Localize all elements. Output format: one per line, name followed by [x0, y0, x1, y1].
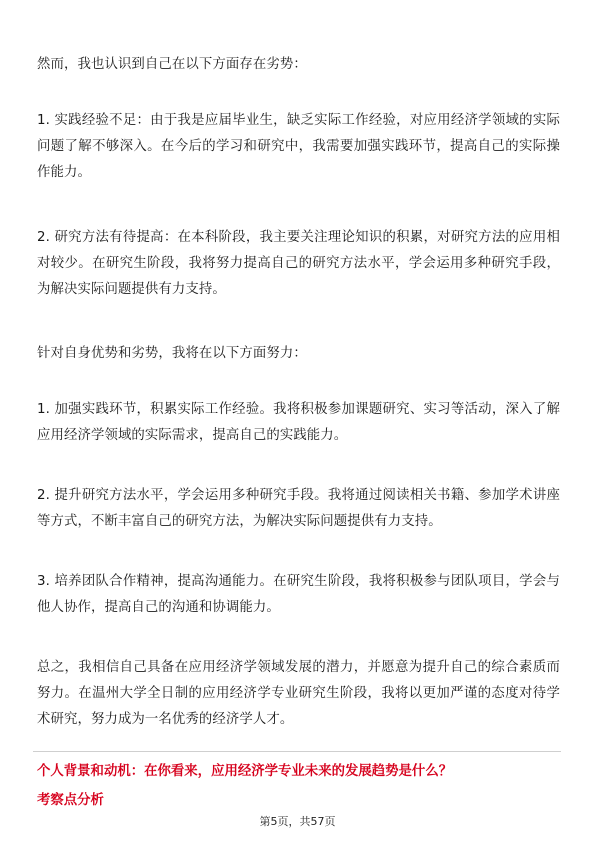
paragraph-plan-3: 3. 培养团队合作精神，提高沟通能力。在研究生阶段，我将积极参与团队项目，学会与他人协作，提高自己的沟通和协调能力。: [37, 574, 560, 615]
interview-question: 个人背景和动机：在你看来，应用经济学专业未来的发展趋势是什么？: [37, 764, 453, 779]
page-footer: 第5页，共57页: [259, 815, 336, 828]
paragraph-conclusion: 总之，我相信自己具备在应用经济学领域发展的潜力，并愿意为提升自己的综合素质而努力。在温州大学全日制的应用经济学专业研究生阶段，我将以更加严谨的态度对待学术研究，努力成为一名优秀的经济学人才。: [37, 660, 560, 727]
section-divider: [33, 751, 561, 752]
paragraph-plan-2: 2. 提升研究方法水平，学会运用多种研究手段。我将通过阅读相关书籍、参加学术讲座等方式，不断丰富自己的研究方法，为解决实际问题提供有力支持。: [37, 488, 560, 529]
paragraph-weakness-1: 1. 实践经验不足：由于我是应届毕业生，缺乏实际工作经验，对应用经济学领域的实际问题了解不够深入。在今后的学习和研究中，我需要加强实践环节，提高自己的实际操作能力。: [37, 113, 560, 180]
paragraph-plan-intro: 针对自身优势和劣势，我将在以下方面努力：: [37, 346, 307, 361]
paragraph-weakness-intro: 然而，我也认识到自己在以下方面存在劣势：: [37, 57, 307, 72]
paragraph-plan-1: 1. 加强实践环节，积累实际工作经验。我将积极参加课题研究、实习等活动，深入了解应用经济学领域的实际需求，提高自己的实践能力。: [37, 402, 560, 443]
paragraph-weakness-2: 2. 研究方法有待提高：在本科阶段，我主要关注理论知识的积累，对研究方法的应用相对较少。在研究生阶段，我将努力提高自己的研究方法水平，学会运用多种研究手段，为解决实际问题提供有力支持。: [37, 230, 560, 297]
analysis-heading: 考察点分析: [37, 793, 104, 808]
